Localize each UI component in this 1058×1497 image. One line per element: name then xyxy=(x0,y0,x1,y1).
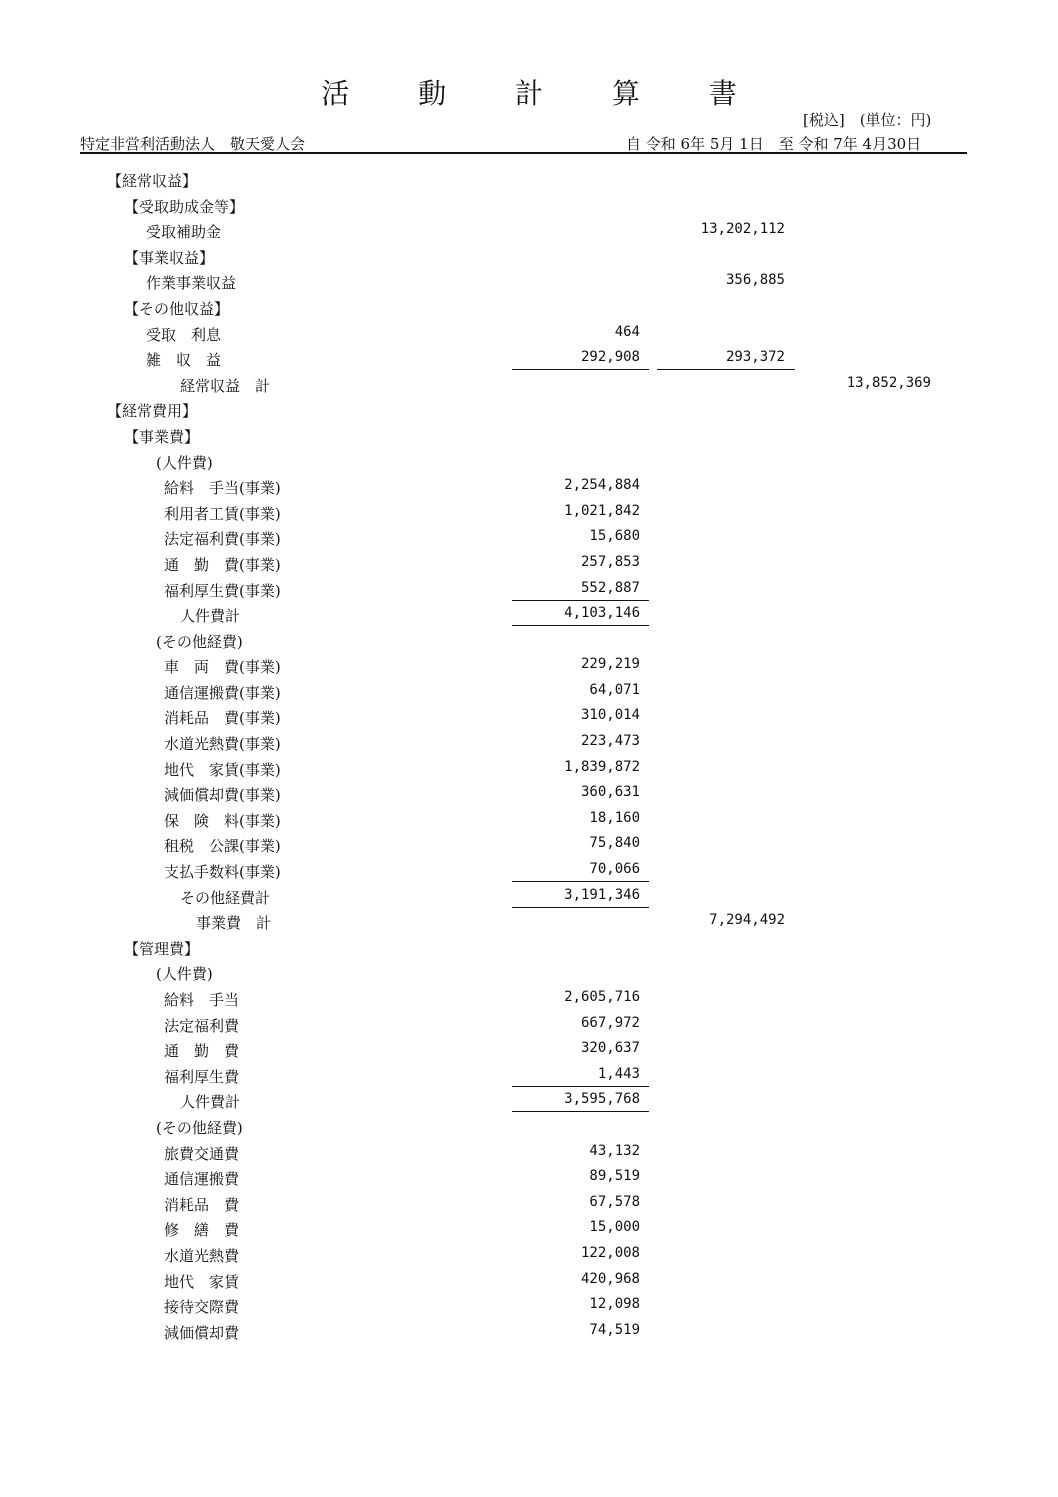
amount-col1: 1,443 xyxy=(597,1065,640,1082)
statement-row xyxy=(0,217,1058,243)
row-label: (人件費) xyxy=(156,965,213,984)
row-label: (その他経費) xyxy=(156,632,243,651)
row-label: 保 険 料(事業) xyxy=(164,811,281,830)
amount-col1: 70,066 xyxy=(589,861,640,878)
statement-row xyxy=(0,1011,1058,1037)
statement-row xyxy=(0,1036,1058,1062)
row-label: 【経常収益】 xyxy=(107,172,198,190)
statement-row xyxy=(0,678,1058,704)
header-rule xyxy=(80,152,967,154)
amount-col1: 360,631 xyxy=(580,784,640,801)
amount-col1: 292,908 xyxy=(580,349,640,366)
statement-row xyxy=(0,601,1058,627)
statement-row xyxy=(0,806,1058,832)
amount-col1: 4,103,146 xyxy=(564,605,640,622)
amount-col1: 320,637 xyxy=(580,1040,640,1057)
statement-row xyxy=(0,473,1058,499)
amount-col1: 89,519 xyxy=(589,1168,640,1185)
statement-row xyxy=(0,1215,1058,1241)
row-label: 人件費計 xyxy=(180,1093,241,1112)
statement-row xyxy=(0,396,1058,422)
statement-row xyxy=(0,883,1058,909)
amount-col1: 310,014 xyxy=(580,707,640,724)
statement-row xyxy=(0,703,1058,729)
statement-row xyxy=(0,857,1058,883)
row-label: 減価償却費 xyxy=(164,1323,240,1342)
row-label: 地代 家賃 xyxy=(164,1272,240,1291)
statement-row xyxy=(0,985,1058,1011)
amount-col1: 1,021,842 xyxy=(564,502,640,519)
statement-row xyxy=(0,294,1058,320)
amount-col2: 7,294,492 xyxy=(709,912,785,929)
statement-row xyxy=(0,1292,1058,1318)
row-label: 福利厚生費(事業) xyxy=(164,581,281,600)
statement-row xyxy=(0,550,1058,576)
amount-col1: 43,132 xyxy=(589,1142,640,1159)
amount-col1: 15,000 xyxy=(589,1219,640,1236)
statement-row xyxy=(0,243,1058,269)
row-label: 【事業収益】 xyxy=(124,248,215,267)
row-label: 減価償却費(事業) xyxy=(164,786,281,805)
amount-col1: 15,680 xyxy=(589,528,640,545)
statement-row xyxy=(0,1190,1058,1216)
statement-row xyxy=(0,192,1058,218)
row-label: 支払手数料(事業) xyxy=(164,863,281,882)
statement-row xyxy=(0,1241,1058,1267)
statement-row xyxy=(0,1164,1058,1190)
row-label: 人件費計 xyxy=(180,607,241,626)
statement-row xyxy=(0,1062,1058,1088)
statement-row xyxy=(0,345,1058,371)
organization-name: 特定非営利活動法人 敬天愛人会 xyxy=(80,135,306,153)
statement-row xyxy=(0,524,1058,550)
amount-col2: 356,885 xyxy=(725,272,785,289)
amount-col1: 67,578 xyxy=(589,1193,640,1210)
row-label: 法定福利費(事業) xyxy=(164,530,281,549)
statement-row xyxy=(0,652,1058,678)
amount-col1: 552,887 xyxy=(580,579,640,596)
row-label: 租税 公課(事業) xyxy=(164,837,281,856)
row-label: 【その他収益】 xyxy=(124,299,230,318)
row-label: 車 両 費(事業) xyxy=(164,658,281,677)
row-label: 【受取助成金等】 xyxy=(124,197,245,216)
row-label: 【事業費】 xyxy=(124,427,200,446)
amount-col1: 464 xyxy=(614,323,640,340)
row-label: 利用者工賃(事業) xyxy=(164,504,281,523)
row-label: 接待交際費 xyxy=(164,1298,240,1317)
row-label: 経常収益 計 xyxy=(180,376,271,395)
statement-row xyxy=(0,729,1058,755)
amount-col1: 75,840 xyxy=(589,835,640,852)
row-label: 福利厚生費 xyxy=(164,1067,240,1086)
row-label: 作業事業収益 xyxy=(146,274,237,293)
row-label: 給料 手当(事業) xyxy=(164,479,281,498)
fiscal-period: 自 令和 6年 5月 1日 至 令和 7年 4月30日 xyxy=(626,135,922,153)
statement-rows xyxy=(0,166,1058,1343)
amount-col2: 293,372 xyxy=(725,349,785,366)
row-label: 受取 利息 xyxy=(146,325,222,344)
row-label: その他経費計 xyxy=(180,888,271,907)
statement-row xyxy=(0,627,1058,653)
amount-col1: 18,160 xyxy=(589,809,640,826)
statement-row xyxy=(0,448,1058,474)
statement-row xyxy=(0,268,1058,294)
statement-row xyxy=(0,499,1058,525)
amount-col3: 13,852,369 xyxy=(846,374,931,391)
statement-row xyxy=(0,1139,1058,1165)
row-label: 【経常費用】 xyxy=(107,402,198,421)
amount-col1: 229,219 xyxy=(580,656,640,673)
row-label: 修 繕 費 xyxy=(164,1221,240,1240)
amount-col1: 667,972 xyxy=(580,1014,640,1031)
statement-row xyxy=(0,908,1058,934)
amount-col1: 122,008 xyxy=(580,1244,640,1261)
amount-col1: 3,595,768 xyxy=(564,1091,640,1108)
amount-col1: 420,968 xyxy=(580,1270,640,1287)
statement-row xyxy=(0,1113,1058,1139)
amount-col2: 13,202,112 xyxy=(700,221,785,238)
row-label: 法定福利費 xyxy=(164,1016,240,1035)
statement-row xyxy=(0,576,1058,602)
row-label: 受取補助金 xyxy=(146,223,222,242)
row-label: 通 勤 費(事業) xyxy=(164,555,281,574)
statement-row xyxy=(0,831,1058,857)
row-label: (その他経費) xyxy=(156,1118,243,1137)
statement-row xyxy=(0,1087,1058,1113)
statement-row xyxy=(0,166,1058,192)
page-title: 活 動 計 算 書 xyxy=(321,77,767,110)
amount-col1: 12,098 xyxy=(589,1296,640,1313)
amount-col1: 64,071 xyxy=(589,681,640,698)
row-label: 水道光熱費 xyxy=(164,1246,240,1265)
row-label: 雑 収 益 xyxy=(146,351,222,370)
amount-col1: 1,839,872 xyxy=(564,758,640,775)
statement-row xyxy=(0,422,1058,448)
row-label: (人件費) xyxy=(156,453,213,472)
row-label: 消耗品 費 xyxy=(164,1195,240,1214)
amount-col1: 223,473 xyxy=(580,733,640,750)
statement-row xyxy=(0,780,1058,806)
amount-col1: 257,853 xyxy=(580,553,640,570)
statement-row xyxy=(0,755,1058,781)
amount-col1: 3,191,346 xyxy=(564,886,640,903)
unit-note: [税込] (単位：円) xyxy=(803,111,932,129)
row-label: 地代 家賃(事業) xyxy=(164,760,281,779)
row-label: 消耗品 費(事業) xyxy=(164,709,281,728)
statement-row xyxy=(0,934,1058,960)
statement-row xyxy=(0,320,1058,346)
statement-row xyxy=(0,959,1058,985)
row-label: 【管理費】 xyxy=(124,939,200,958)
statement-row xyxy=(0,1318,1058,1344)
row-label: 事業費 計 xyxy=(196,914,272,933)
row-label: 給料 手当 xyxy=(164,991,240,1009)
row-label: 通信運搬費(事業) xyxy=(164,683,281,702)
row-label: 旅費交通費 xyxy=(164,1144,240,1163)
amount-col1: 74,519 xyxy=(589,1321,640,1338)
statement-row xyxy=(0,1267,1058,1293)
statement-row xyxy=(0,371,1058,397)
row-label: 水道光熱費(事業) xyxy=(164,735,281,754)
amount-col1: 2,605,716 xyxy=(564,989,640,1005)
row-label: 通信運搬費 xyxy=(164,1170,240,1189)
amount-col1: 2,254,884 xyxy=(564,477,640,494)
row-label: 通 勤 費 xyxy=(164,1042,240,1061)
